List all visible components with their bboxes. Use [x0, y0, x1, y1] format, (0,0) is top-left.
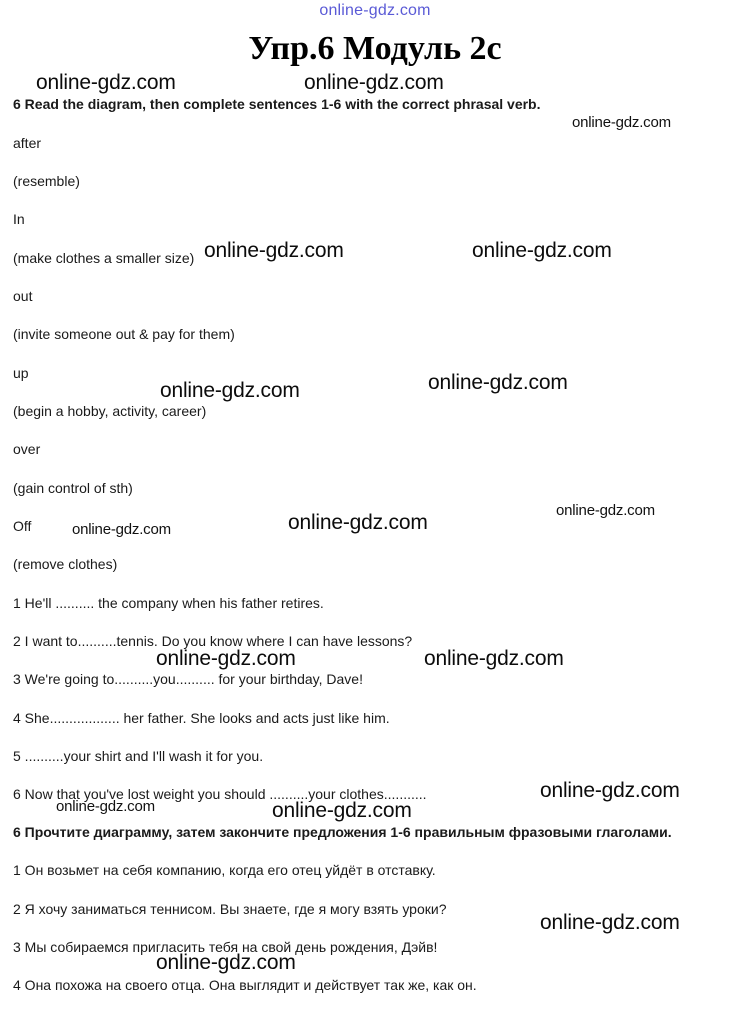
watermark: online-gdz.com	[304, 71, 444, 94]
diagram-meaning: (remove clothes)	[13, 556, 118, 572]
watermark: online-gdz.com	[572, 114, 671, 131]
sentence-ru: 3 Мы собираемся пригласить тебя на свой день рождения, Дэйв!	[13, 939, 438, 955]
watermark: online-gdz.com	[540, 911, 680, 934]
watermark: online-gdz.com	[156, 647, 296, 670]
watermark: online-gdz.com	[472, 239, 612, 262]
watermark: online-gdz.com	[540, 779, 680, 802]
sentence-ru: 4 Она похожа на своего отца. Она выглядит и действует так же, как он.	[13, 977, 477, 993]
watermark: online-gdz.com	[156, 951, 296, 974]
diagram-meaning: (gain control of sth)	[13, 480, 133, 496]
watermark: online-gdz.com	[288, 511, 428, 534]
diagram-meaning: (make clothes a smaller size)	[13, 250, 195, 266]
watermark: online-gdz.com	[56, 798, 155, 815]
sentence-en: 6 Now that you've lost weight you should ..........your clothes...........	[13, 786, 427, 802]
diagram-particle: after	[13, 135, 42, 151]
diagram-particle: over	[13, 441, 41, 457]
watermark: online-gdz.com	[556, 502, 655, 519]
diagram-meaning: (begin a hobby, activity, career)	[13, 403, 207, 419]
diagram-particle: In	[13, 211, 25, 227]
watermark: online-gdz.com	[36, 71, 176, 94]
diagram-meaning: (resemble)	[13, 173, 80, 189]
diagram-particle: out	[13, 288, 33, 304]
watermark: online-gdz.com	[272, 799, 412, 822]
sentence-en: 2 I want to..........tennis. Do you know where I can have lessons?	[13, 633, 413, 649]
watermark: online-gdz.com	[424, 647, 564, 670]
sentence-ru: 2 Я хочу заниматься теннисом. Вы знаете, где я могу взять уроки?	[13, 901, 447, 917]
diagram-meaning: (invite someone out & pay for them)	[13, 326, 235, 342]
watermark: online-gdz.com	[428, 371, 568, 394]
diagram-particle: up	[13, 365, 29, 381]
sentence-en: 3 We're going to..........you.......... for your birthday, Dave!	[13, 671, 363, 687]
page-title: Упр.6 Модуль 2c	[248, 30, 502, 67]
diagram-particle: Off	[13, 518, 32, 534]
site-header[interactable]: online-gdz.com	[319, 2, 431, 19]
instruction-en: 6 Read the diagram, then complete sentences 1-6 with the correct phrasal verb.	[13, 96, 541, 112]
instruction-ru: 6 Прочтите диаграмму, затем закончите предложения 1-6 правильным фразовыми глаголами.	[13, 824, 672, 840]
sentence-en: 4 She.................. her father. She looks and acts just like him.	[13, 710, 390, 726]
sentence-ru: 1 Он возьмет на себя компанию, когда его отец уйдёт в отставку.	[13, 862, 436, 878]
watermark: online-gdz.com	[72, 521, 171, 538]
watermark: online-gdz.com	[204, 239, 344, 262]
sentence-en: 5 ..........your shirt and I'll wash it for you.	[13, 748, 264, 764]
watermark: online-gdz.com	[160, 379, 300, 402]
sentence-en: 1 He'll .......... the company when his father retires.	[13, 595, 324, 611]
